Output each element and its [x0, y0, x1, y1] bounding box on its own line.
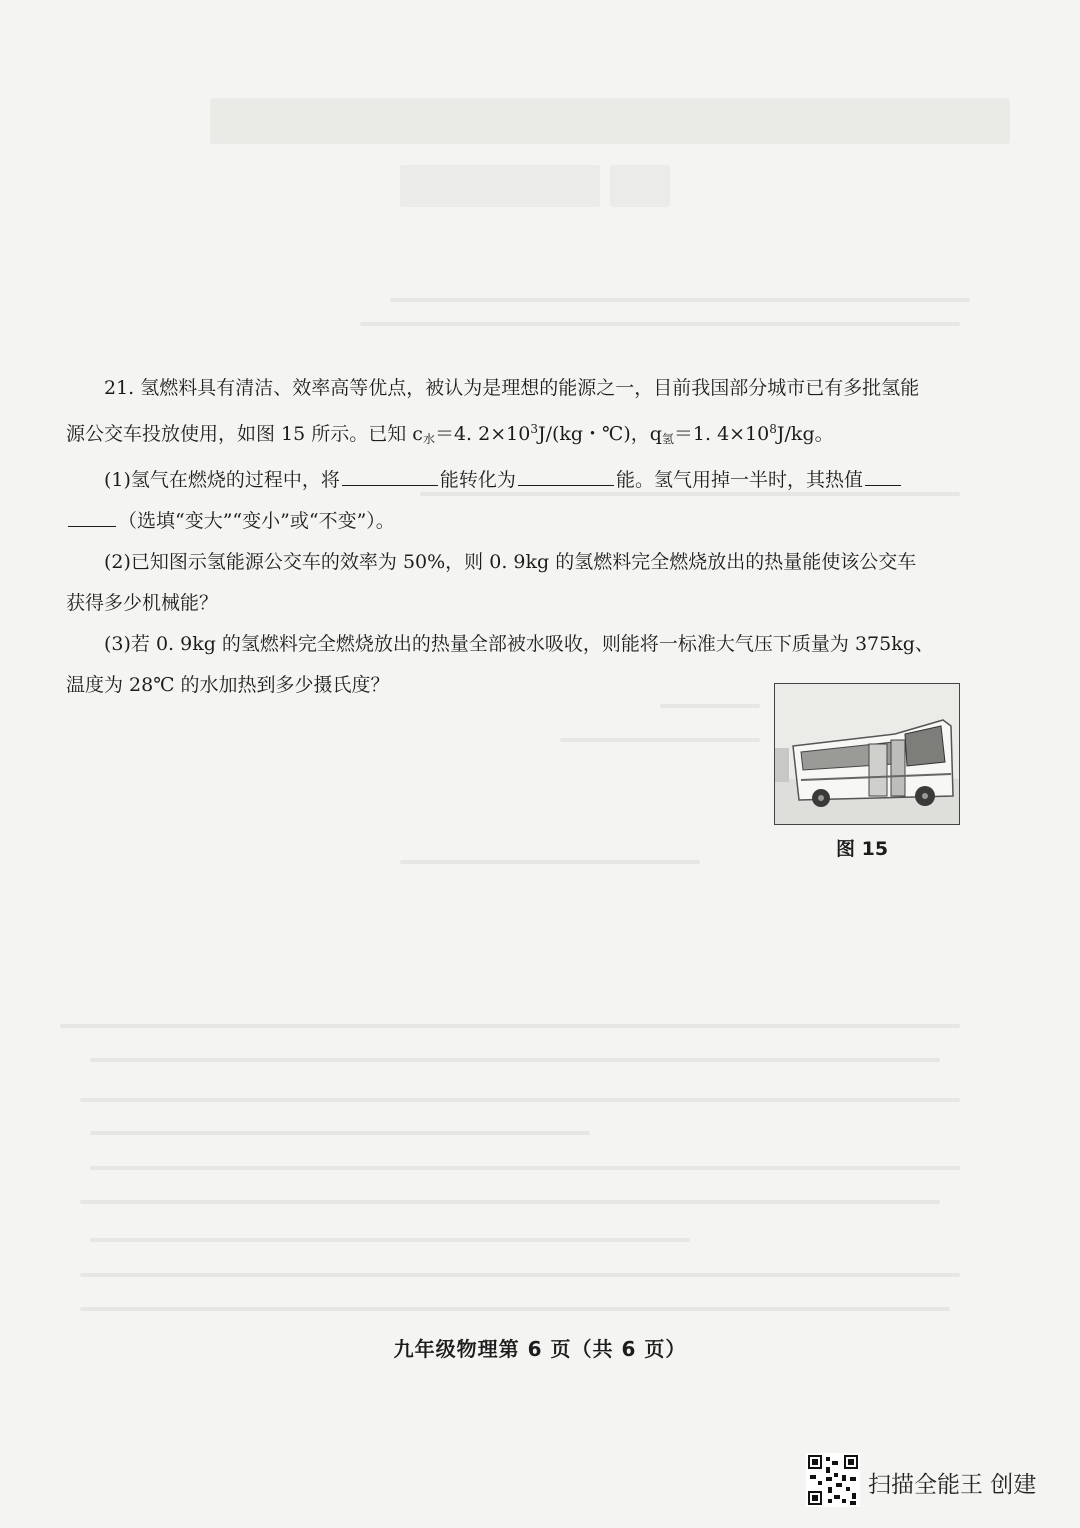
question-stem-text: 21. 氢燃料具有清洁、效率高等优点，被认为是理想的能源之一，目前我国部分城市已有多批氢能	[104, 377, 920, 399]
answer-blank-1[interactable]	[342, 463, 438, 486]
c-value: ＝4. 2×10	[434, 423, 531, 445]
part-2-line-2	[66, 583, 976, 624]
answer-blank-2[interactable]	[518, 463, 614, 486]
bleedthrough-line	[360, 322, 960, 326]
part-1-text-b: 能转化为	[439, 469, 516, 491]
bus-photo-icon	[775, 684, 959, 824]
scanner-watermark: 扫描全能王 创建	[868, 1472, 1037, 1498]
q-unit: J/kg。	[776, 423, 834, 445]
given-prefix: 源公交车投放使用，如图 15 所示。已知 c	[66, 423, 423, 445]
bleedthrough-line	[90, 1166, 960, 1170]
page-footer: 九年级物理第 6 页（共 6 页）	[393, 1337, 687, 1361]
q-exponent: 8	[769, 422, 777, 436]
answer-blank-3[interactable]	[865, 463, 901, 486]
bleedthrough-line	[390, 298, 970, 302]
bleedthrough-line	[80, 1307, 950, 1311]
c-exponent: 3	[530, 422, 538, 436]
bleedthrough-line	[560, 738, 760, 742]
bleedthrough-line	[80, 1273, 960, 1277]
question-stem-line-2	[66, 409, 976, 460]
qr-code-icon	[806, 1453, 860, 1507]
bleedthrough-line	[90, 1238, 690, 1242]
q-value: ＝1. 4×10	[673, 423, 770, 445]
bleedthrough-subtitle	[400, 165, 600, 207]
part-1-text-c: 能。氢气用掉一半时，其热值	[615, 469, 863, 491]
c-subscript: 水	[422, 432, 435, 446]
question-stem-line-1	[66, 368, 976, 409]
c-unit-q-label: J/(kg・℃)，q	[537, 423, 662, 445]
bleedthrough-line	[80, 1098, 960, 1102]
figure-caption: 图 15	[836, 838, 889, 860]
bleedthrough-line	[90, 1131, 590, 1135]
answer-blank-3-continued[interactable]	[68, 504, 116, 527]
q-subscript: 氢	[661, 432, 674, 446]
bleedthrough-title	[210, 98, 1010, 144]
question-21	[66, 368, 976, 706]
bleedthrough-subtitle-2	[610, 165, 670, 207]
figure-15-bus-photo	[774, 683, 960, 825]
part-2-text-a: (2)已知图示氢能源公交车的效率为 50%，则 0. 9kg 的氢燃料完全燃烧放出的热量能使该公交车	[104, 551, 917, 573]
bleedthrough-line	[80, 1200, 940, 1204]
part-1-line-1	[66, 460, 976, 501]
part-1-text-d: （选填“变大”“变小”或“不变”）。	[118, 510, 395, 532]
part-3-text-a: (3)若 0. 9kg 的氢燃料完全燃烧放出的热量全部被水吸收，则能将一标准大气压下质量为 375kg、	[104, 633, 934, 655]
bleedthrough-line	[400, 860, 700, 864]
bleedthrough-line	[60, 1024, 960, 1028]
part-2-line-1	[66, 542, 976, 583]
bleedthrough-line	[90, 1058, 940, 1062]
part-3-line-1	[66, 624, 976, 665]
part-1-text-a: (1)氢气在燃烧的过程中，将	[104, 469, 340, 491]
part-2-text-b: 获得多少机械能？	[66, 592, 219, 614]
part-1-line-2	[66, 501, 976, 542]
part-3-text-b: 温度为 28℃ 的水加热到多少摄氏度？	[66, 674, 390, 696]
